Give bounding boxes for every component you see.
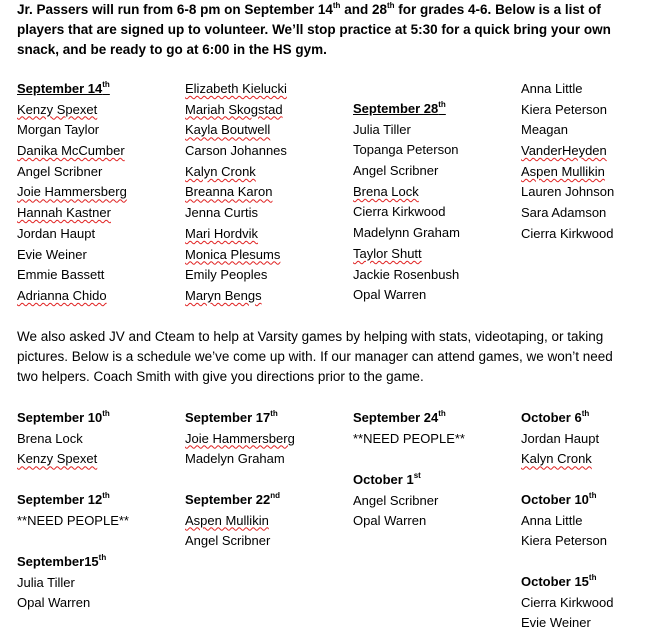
schedule-heading: September 10th xyxy=(17,408,110,425)
intro-text-2: and 28 xyxy=(340,2,387,17)
volunteer-name: Angel Scribner xyxy=(353,163,439,179)
sept14-heading: September 14th xyxy=(17,79,110,96)
schedule-oct10 xyxy=(521,490,607,552)
schedule-sept17 xyxy=(185,408,295,470)
schedule-heading: October 1st xyxy=(353,470,421,487)
volunteer-name: Taylor Shutt xyxy=(353,245,422,261)
volunteer-name: Emmie Bassett xyxy=(17,267,105,283)
schedule-name: Kenzy Spexet xyxy=(17,451,98,467)
schedule-heading: September 22nd xyxy=(185,490,281,507)
sept28-heading: September 28th xyxy=(353,99,446,116)
intro-paragraph xyxy=(17,0,637,60)
volunteer-name: Kenzy Spexet xyxy=(17,101,98,117)
volunteer-name: Madelynn Graham xyxy=(353,225,460,241)
volunteer-name: Mari Hordvik xyxy=(185,225,258,241)
volunteer-name: Maryn Bengs xyxy=(185,287,262,303)
schedule-name: Joie Hammersberg xyxy=(185,430,295,446)
volunteer-name: Cierra Kirkwood xyxy=(521,225,614,241)
volunteer-name: Topanga Peterson xyxy=(353,142,459,158)
schedule-name: Brena Lock xyxy=(17,430,83,446)
schedule-heading: September15th xyxy=(17,552,107,569)
volunteer-name: Hannah Kastner xyxy=(17,205,111,221)
schedule-heading: September 12th xyxy=(17,490,110,507)
volunteer-name: Monica Plesums xyxy=(185,246,281,262)
volunteer-name: Carson Johannes xyxy=(185,143,287,159)
volunteer-name: Anna Little xyxy=(521,81,583,96)
schedule-name: Kalyn Cronk xyxy=(521,451,592,467)
volunteer-name: Jordan Haupt xyxy=(17,225,96,241)
intro-sup-1: th xyxy=(332,0,341,10)
schedule-name: Opal Warren xyxy=(17,595,91,611)
volunteer-name: Mariah Skogstad xyxy=(185,101,283,117)
schedule-oct15 xyxy=(521,572,613,634)
schedule-heading: September 24th xyxy=(353,408,446,425)
volunteer-name: Opal Warren xyxy=(353,287,427,303)
volunteer-name: Breanna Karon xyxy=(185,184,273,200)
intro-text-1: Jr. Passers will run from 6-8 pm on September 14 xyxy=(17,2,333,17)
volunteer-name: Jenna Curtis xyxy=(185,205,258,221)
schedule-name: Aspen Mullikin xyxy=(185,512,269,528)
schedule-sept10 xyxy=(17,408,110,470)
schedule-name: Evie Weiner xyxy=(521,615,591,631)
schedule-heading: October 6th xyxy=(521,408,590,425)
schedule-heading: October 15th xyxy=(521,572,597,589)
volunteer-name: Julia Tiller xyxy=(353,121,411,137)
volunteer-name: Meagan xyxy=(521,122,568,138)
schedule-name: Julia Tiller xyxy=(17,574,75,590)
volunteer-name: Elizabeth Kielucki xyxy=(185,81,287,96)
volunteer-name: Sara Adamson xyxy=(521,205,607,221)
volunteer-name: Kiera Peterson xyxy=(521,101,607,117)
volunteer-name: Kalyn Cronk xyxy=(185,163,256,179)
volunteer-name: Danika McCumber xyxy=(17,143,125,159)
volunteer-name: Aspen Mullikin xyxy=(521,163,605,179)
schedule-name: Angel Scribner xyxy=(353,492,439,508)
schedule-name: **NEED PEOPLE** xyxy=(17,512,129,528)
volunteer-name: Joie Hammersberg xyxy=(17,184,127,200)
volunteer-name: Lauren Johnson xyxy=(521,184,615,200)
volunteer-name: Jackie Rosenbush xyxy=(353,266,460,282)
helpers-paragraph: We also asked JV and Cteam to help at Varsity games by helping with stats, videotaping, or taking pictures. Below is a schedule we’ve come up with. If our manager can attend games, we won’t need two helpers. Coach Smith with give you directions prior to the game. xyxy=(17,329,613,384)
intro-sup-2: th xyxy=(386,0,395,10)
schedule-name: Cierra Kirkwood xyxy=(521,594,614,610)
schedule-name: Angel Scribner xyxy=(185,533,271,549)
volunteer-name: Kayla Boutwell xyxy=(185,122,271,138)
schedule-heading: September 17th xyxy=(185,408,278,425)
schedule-name: Kiera Peterson xyxy=(521,533,607,549)
volunteer-column-2 xyxy=(185,79,345,307)
schedule-oct1 xyxy=(353,470,438,532)
volunteer-name: Evie Weiner xyxy=(17,246,87,262)
volunteer-name: Morgan Taylor xyxy=(17,122,100,138)
volunteer-name: Brena Lock xyxy=(353,183,419,199)
volunteer-name: Emily Peoples xyxy=(185,267,268,283)
schedule-sept15 xyxy=(17,552,106,614)
schedule-sept24 xyxy=(353,408,465,449)
schedule-sept22 xyxy=(185,490,280,552)
schedule-heading: October 10th xyxy=(521,490,597,507)
schedule-name: Opal Warren xyxy=(353,513,427,529)
schedule-name: **NEED PEOPLE** xyxy=(353,430,465,446)
schedule-oct6 xyxy=(521,408,599,470)
intro-text-3: for grades 4-6. Below is a list of players that are signed up to volunteer. We’ll stop practice at 5:30 for a quick bring your own snack, and be ready to go at 6:00 in the HS gym. xyxy=(17,2,611,57)
volunteer-column-sept28 xyxy=(353,99,513,306)
volunteer-column-4 xyxy=(521,79,645,245)
volunteer-name: VanderHeyden xyxy=(521,143,607,159)
volunteer-name: Angel Scribner xyxy=(17,163,103,179)
schedule-name: Madelyn Graham xyxy=(185,451,285,467)
volunteer-column-sept14 xyxy=(17,79,177,307)
schedule-sept12 xyxy=(17,490,129,531)
volunteer-name: Cierra Kirkwood xyxy=(353,204,446,220)
schedule-name: Jordan Haupt xyxy=(521,430,600,446)
schedule-name: Anna Little xyxy=(521,512,583,528)
volunteer-name: Adrianna Chido xyxy=(17,287,107,303)
